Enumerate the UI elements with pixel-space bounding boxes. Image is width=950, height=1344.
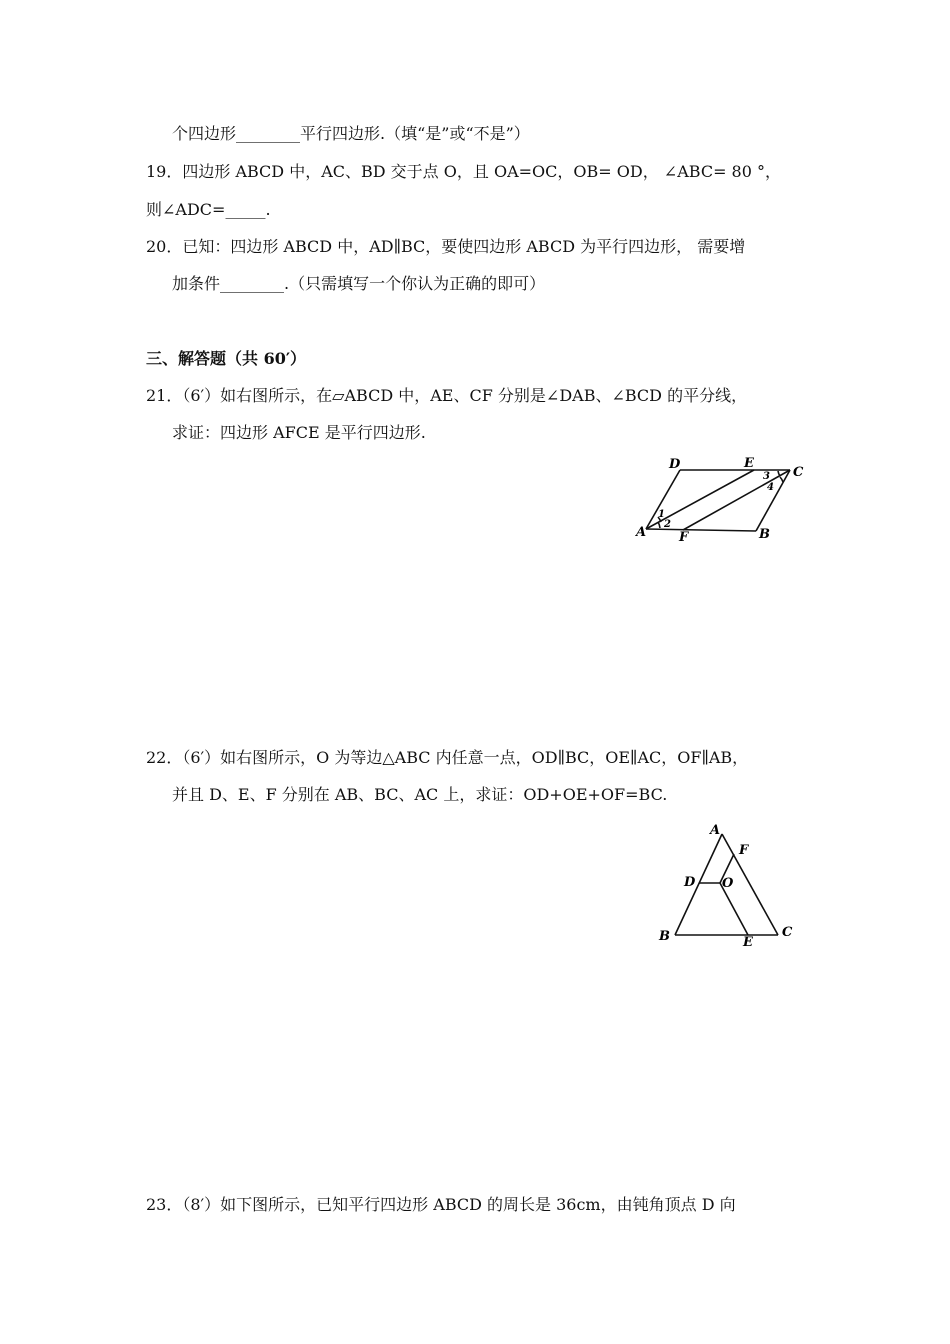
q23-line1: 23．（8′）如下图所示，已知平行四边形 ABCD 的周长是 36cm，由钝角顶点 D 向 <box>146 1195 736 1214</box>
q19-line1: 19．四边形 ABCD 中，AC、BD 交于点 O，且 OA=OC，OB= OD， ∠ABC= 80 °， <box>146 162 782 181</box>
q21-label-b: B <box>759 527 770 542</box>
q21-label-angle4: 4 <box>767 482 774 493</box>
q20-line1: 20．已知：四边形 ABCD 中，AD∥BC，要使四边形 ABCD 为平行四边形， 需要增 <box>146 237 746 256</box>
q21-line2: 求证：四边形 AFCE 是平行四边形. <box>172 423 426 442</box>
q22-label-b: B <box>659 929 670 944</box>
q22-line2: 并且 D、E、F 分别在 AB、BC、AC 上，求证：OD+OE+OF=BC. <box>172 785 668 804</box>
q21-label-angle2: 2 <box>664 519 671 530</box>
q21-label-c: C <box>793 465 804 480</box>
q21-line1: 21．（6′）如右图所示，在▱ABCD 中，AE、CF 分别是∠DAB、∠BCD 的平分线， <box>146 386 748 405</box>
q20-line2: 加条件________.（只需填写一个你认为正确的即可） <box>172 274 546 293</box>
q22-label-o: O <box>722 876 734 891</box>
q22-line1: 22．（6′）如右图所示，O 为等边△ABC 内任意一点，OD∥BC，OE∥AC，OF∥AB， <box>146 748 749 767</box>
q21-angle-arc-c4 <box>780 477 783 482</box>
q21-side-ab <box>646 529 756 531</box>
q22-label-d: D <box>684 875 696 890</box>
q18-continuation: 个四边形________平行四边形.（填“是”或“不是”） <box>172 124 530 143</box>
q19-line2: 则∠ADC=_____. <box>146 200 271 219</box>
q21-label-d: D <box>669 457 681 472</box>
q21-angle-arc-a2 <box>658 522 660 528</box>
q21-label-f: F <box>679 530 689 545</box>
q22-triangle-figure <box>650 820 810 950</box>
q21-label-a: A <box>636 525 647 540</box>
q22-label-a: A <box>710 823 721 838</box>
section-heading: 三、解答题（共 60′） <box>146 349 307 368</box>
q21-label-e: E <box>744 456 754 471</box>
q22-label-c: C <box>782 925 793 940</box>
q21-angle-arc-c3 <box>778 471 780 476</box>
q22-side-ab <box>675 834 722 935</box>
q21-parallelogram-figure <box>628 450 818 545</box>
q21-label-angle1: 1 <box>658 509 665 520</box>
q22-label-e: E <box>743 935 753 950</box>
q21-label-angle3: 3 <box>763 471 770 482</box>
q22-label-f: F <box>739 843 749 858</box>
